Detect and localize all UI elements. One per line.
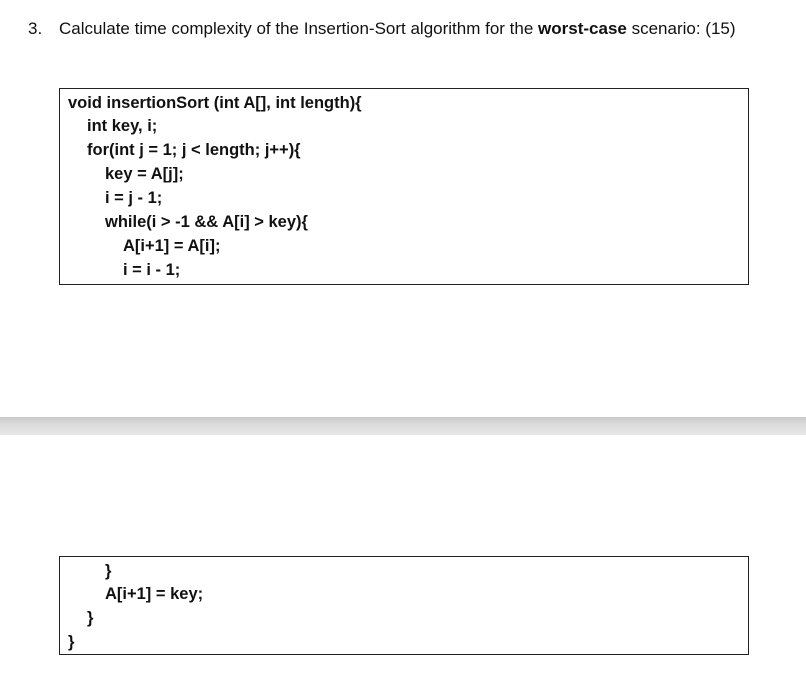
code-line: int key, i; [87, 117, 158, 135]
question-text-after: scenario: (15) [626, 19, 736, 38]
code-line: A[i+1] = key; [105, 585, 204, 603]
code-line: i = j - 1; [105, 189, 163, 207]
question-number: 3. [28, 19, 43, 38]
code-line: for(int j = 1; j < length; j++){ [87, 141, 301, 159]
page-break [0, 417, 806, 435]
question-text [59, 16, 759, 42]
code-line: key = A[j]; [105, 165, 184, 183]
code-line: } [87, 609, 94, 627]
code-line: A[i+1] = A[i]; [123, 237, 221, 255]
code-line: i = i - 1; [123, 261, 181, 279]
code-line: while(i > -1 && A[i] > key){ [105, 213, 308, 231]
code-line: void insertionSort (int A[], int length){ [68, 94, 362, 112]
code-line: } [68, 633, 75, 651]
code-box-bottom [59, 556, 749, 655]
code-box-top [59, 88, 749, 285]
question-bold-term: worst-case [538, 19, 627, 38]
code-line: } [105, 562, 112, 580]
question-text-before: Calculate time complexity of the Insertion-Sort algorithm for the [59, 19, 539, 38]
